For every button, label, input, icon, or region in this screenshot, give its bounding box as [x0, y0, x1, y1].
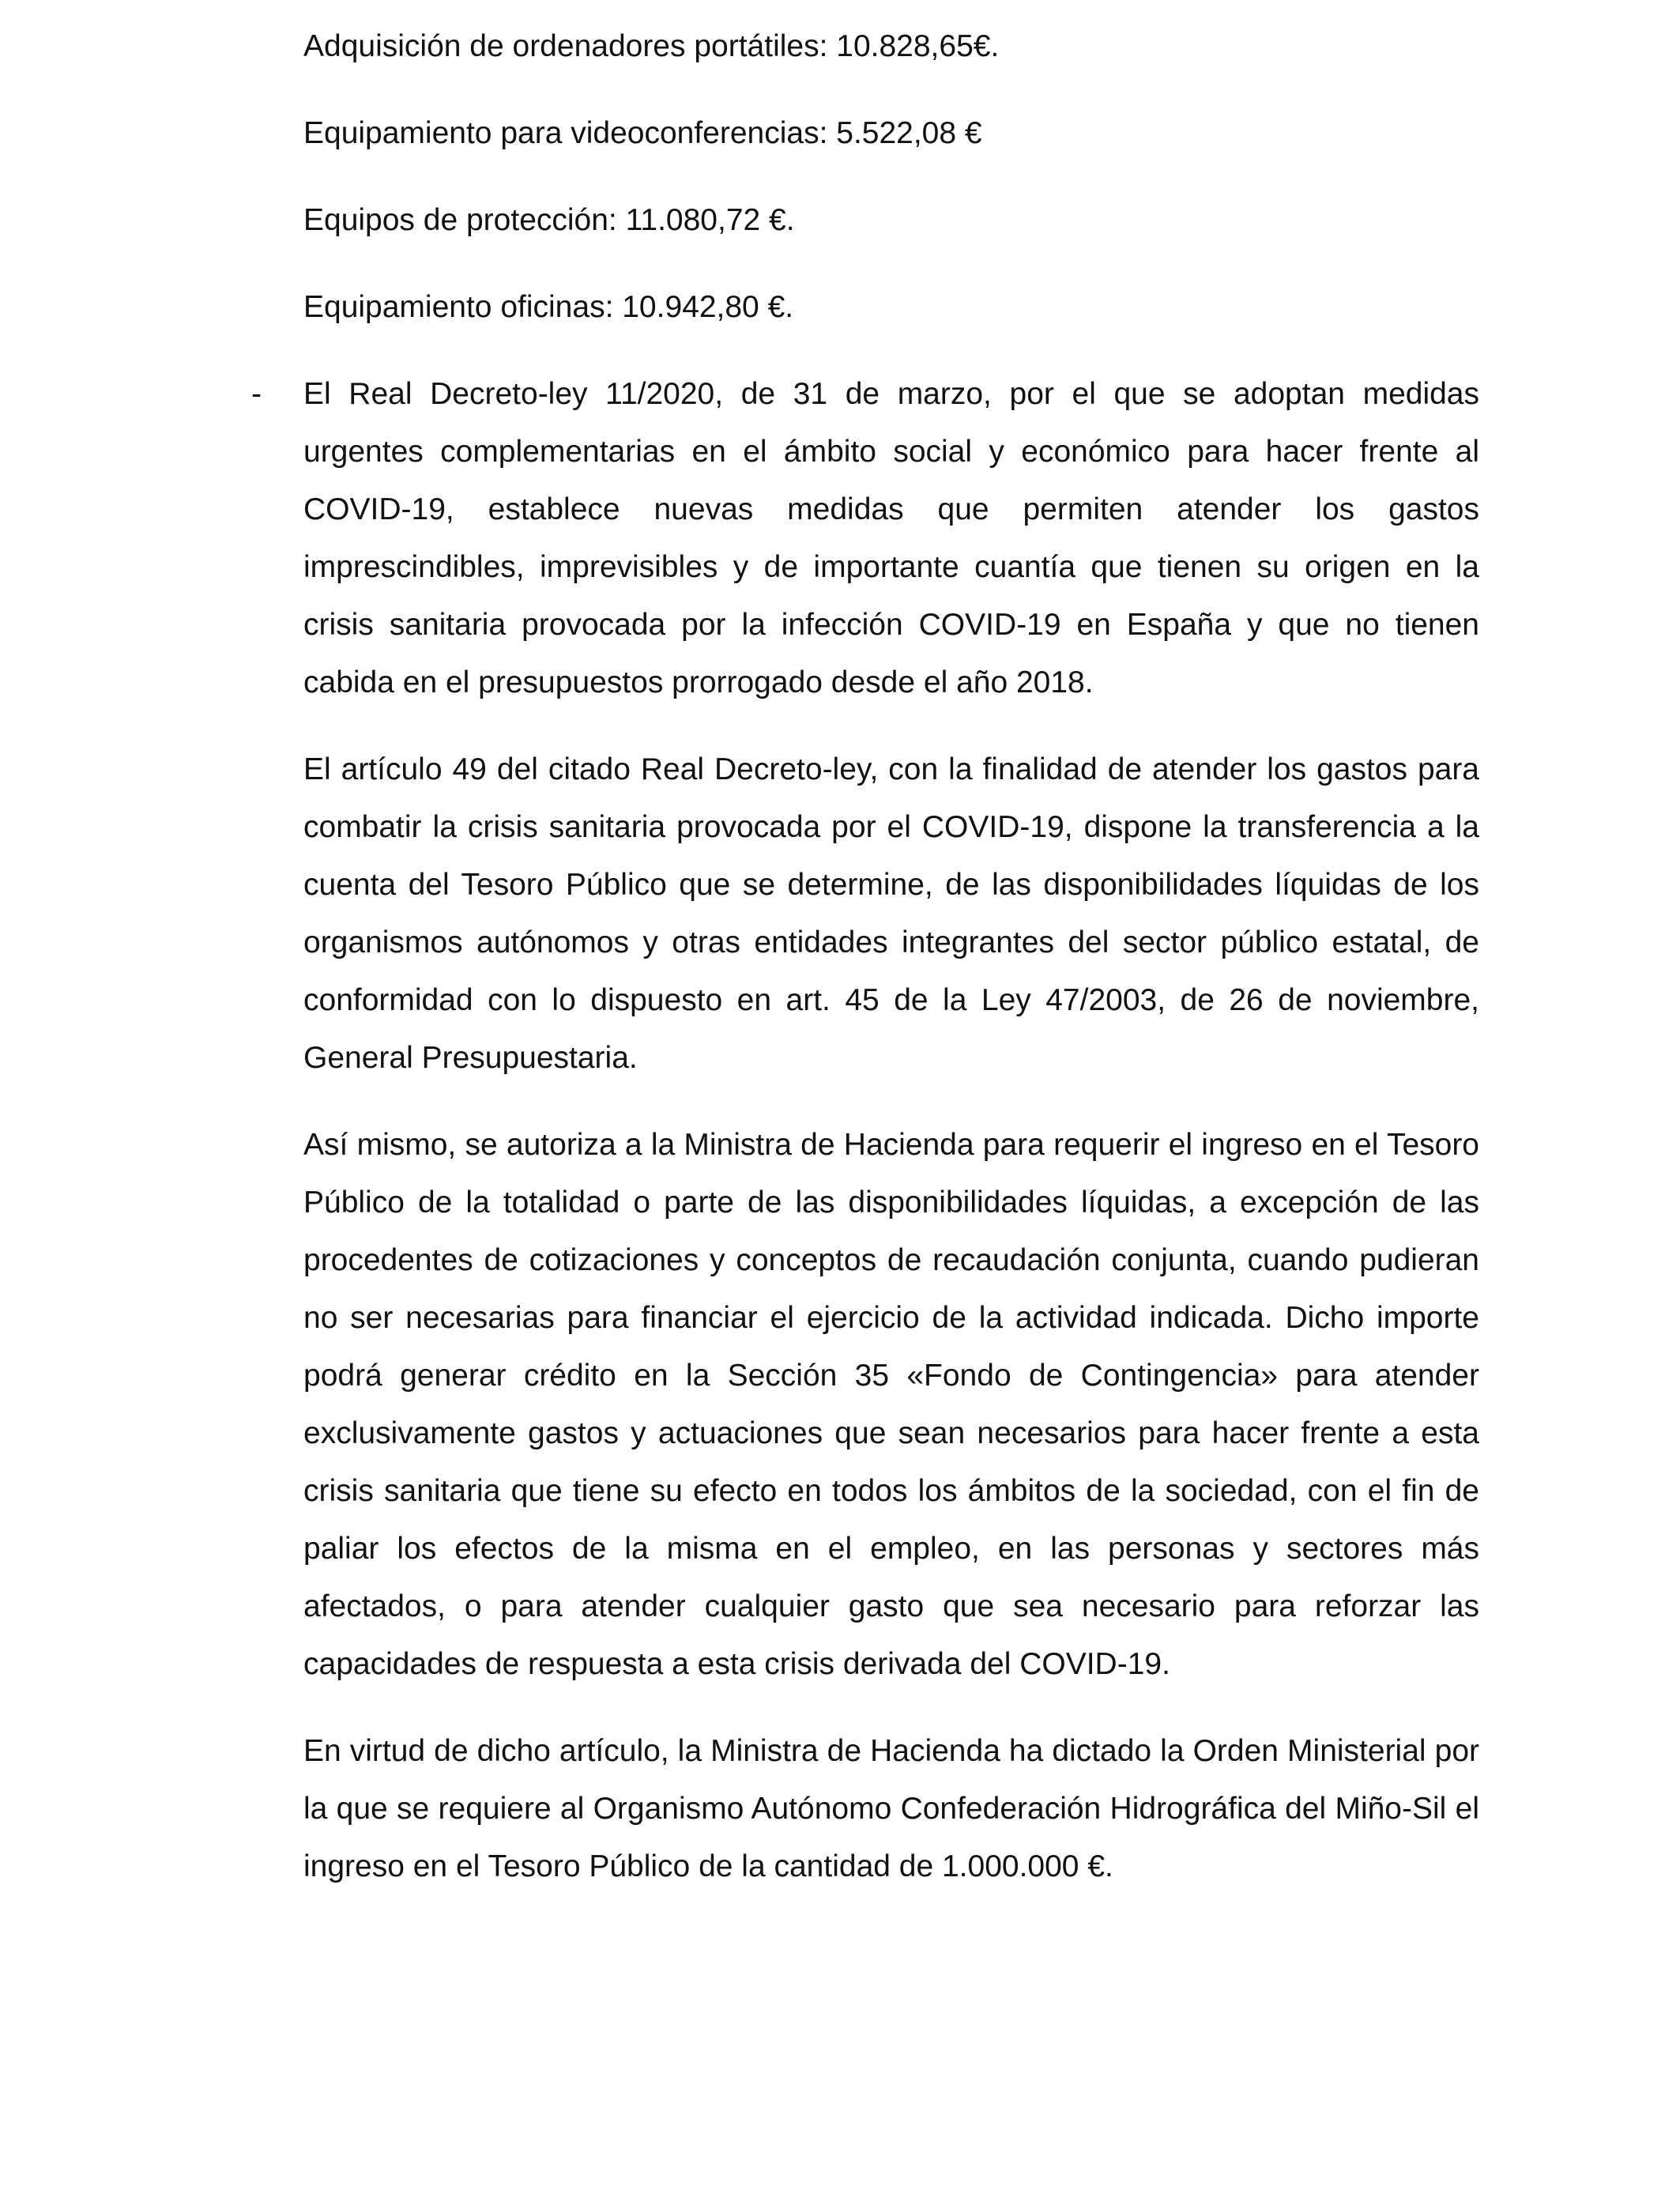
expense-item-laptops: Adquisición de ordenadores portátiles: 10.828,65€. [303, 29, 1000, 63]
bullet-text: El Real Decreto-ley 11/2020, de 31 de marzo, por el que se adoptan medidas urgentes complementarias en el ámbito social y económico para hacer frente al COVID-19, establece nuevas medidas que permiten atender los gastos imprescindibles, imprevisibles y de importante cuantía que tienen su origen en la crisis sanitaria provocada por la infección COVID-19 en España y que no tienen cabida en el presupuestos prorrogado desde el año 2018. [303, 377, 1479, 699]
bullet-dash: - [251, 377, 262, 411]
expense-item-protection: Equipos de protección: 11.080,72 €. [303, 203, 795, 237]
expense-item-office: Equipamiento oficinas: 10.942,80 €. [303, 290, 794, 324]
document-body [251, 17, 1479, 1924]
paragraph-autorizacion-ministra: Así mismo, se autoriza a la Ministra de Hacienda para requerir el ingreso en el Tesoro Público de la totalidad o parte de las disponibilidades líquidas, a excepción de las procedentes de cotizaciones y conceptos de recaudación conjunta, cuando pudieran no ser necesarias para financiar el ejercicio de la actividad indicada. Dicho importe podrá generar crédito en la Sección 35 «Fondo de Contingencia» para atender exclusivamente gastos y actuaciones que sean necesarios para hacer frente a esta crisis sanitaria que tiene su efecto en todos los ámbitos de la sociedad, con el fin de paliar los efectos de la misma en el empleo, en las personas y sectores más afectados, o para atender cualquier gasto que sea necesario para reforzar las capacidades de respuesta a esta crisis derivada del COVID-19. [303, 1128, 1479, 1681]
paragraph-orden-ministerial: En virtud de dicho artículo, la Ministra de Hacienda ha dictado la Orden Ministerial por la que se requiere al Organismo Autónomo Confederación Hidrográfica del Miño-Sil el ingreso en el Tesoro Público de la cantidad de 1.000.000 €. [303, 1734, 1479, 1883]
paragraph-articulo-49: El artículo 49 del citado Real Decreto-ley, con la finalidad de atender los gastos para combatir la crisis sanitaria provocada por el COVID-19, dispone la transferencia a la cuenta del Tesoro Público que se determine, de las disponibilidades líquidas de los organismos autónomos y otras entidades integrantes del sector público estatal, de conformidad con lo dispuesto en art. 45 de la Ley 47/2003, de 26 de noviembre, General Presupuestaria. [303, 752, 1479, 1075]
expense-item-videoconference: Equipamiento para videoconferencias: 5.522,08 € [303, 116, 982, 150]
bullet-paragraph-real-decreto [251, 365, 1479, 711]
